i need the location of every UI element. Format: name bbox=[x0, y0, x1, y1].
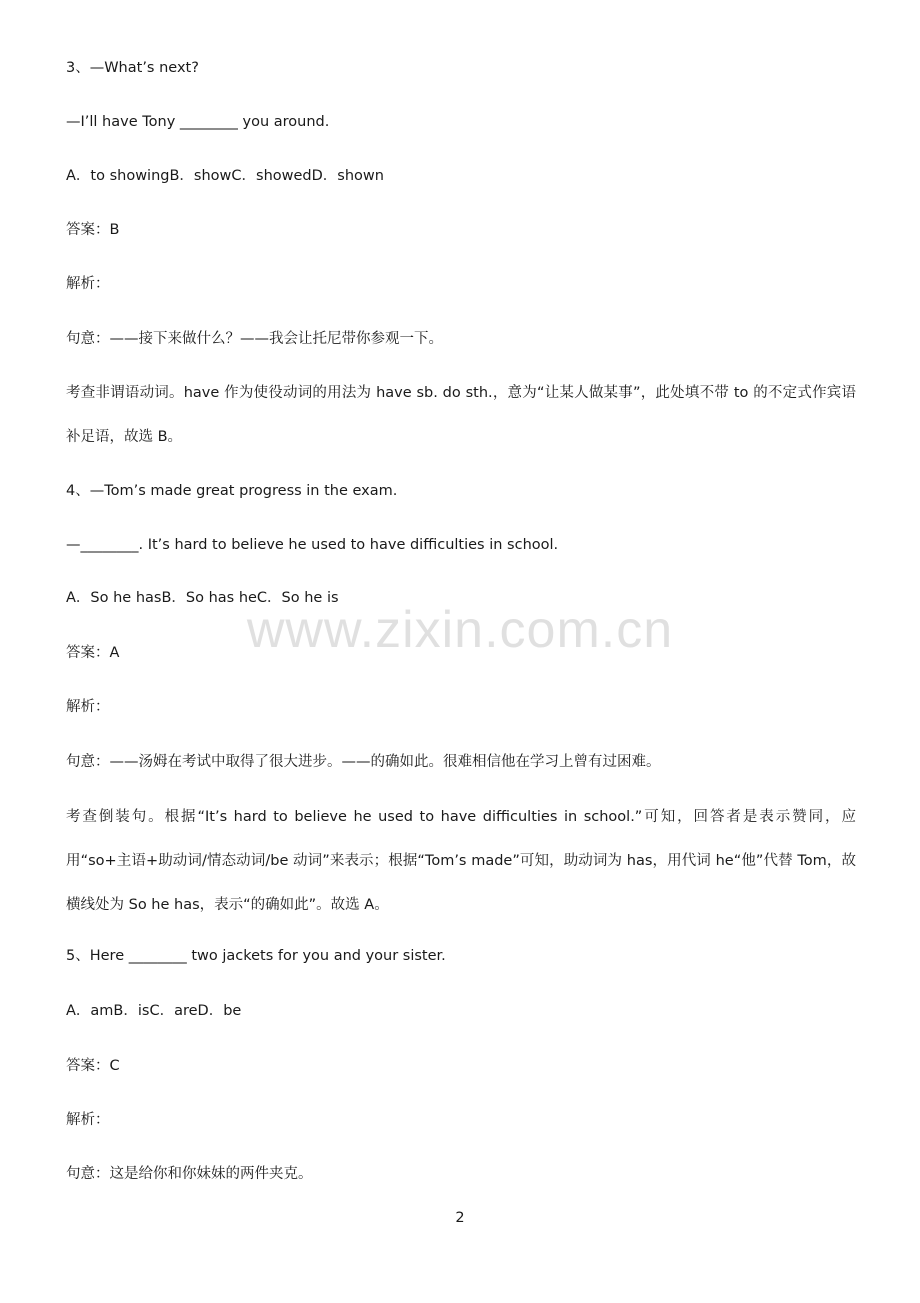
question-4-prompt: 4、—Tom’s made great progress in the exam. bbox=[66, 483, 398, 499]
question-3-options: A．to showingB．showC．showedD．shown bbox=[66, 168, 384, 184]
question-5-meaning: 句意：这是给你和你妹妹的两件夹克。 bbox=[66, 1166, 313, 1182]
question-3-prompt: 3、—What’s next? bbox=[66, 60, 199, 76]
question-4-answer: 答案：A bbox=[66, 645, 120, 661]
question-4-explanation: 考查倒装句。根据“It’s hard to believe he used to have difficulties in school.”可知，回答者是表示赞同，应用“so+主语+助动词/情态动词/be 动词”来表示；根据“Tom’s made”可知，助动词为 has，用代词 he“他”代替 Tom，故横线处为 So he has，表示“的确如此”。故选 A。 bbox=[66, 809, 856, 913]
question-5-analysis-label: 解析： bbox=[66, 1112, 110, 1128]
question-3-line2: —I’ll have Tony ________ you around. bbox=[66, 114, 330, 130]
question-3-answer: 答案：B bbox=[66, 222, 120, 238]
question-5-options: A．amB．isC．areD．be bbox=[66, 1003, 242, 1019]
question-3-meaning: 句意：——接下来做什么？——我会让托尼带你参观一下。 bbox=[66, 331, 443, 347]
question-4-line2: —________. It’s hard to believe he used to have difficulties in school. bbox=[66, 537, 559, 553]
question-4-meaning: 句意：——汤姆在考试中取得了很大进步。——的确如此。很难相信他在学习上曾有过困难。 bbox=[66, 754, 661, 770]
question-3-explanation: 考查非谓语动词。have 作为使役动词的用法为 have sb. do sth.，意为“让某人做某事”，此处填不带 to 的不定式作宾语补足语，故选 B。 bbox=[66, 385, 856, 445]
question-5-answer: 答案：C bbox=[66, 1058, 120, 1074]
watermark: www.zixin.com.cn bbox=[246, 601, 674, 659]
question-3-analysis-label: 解析： bbox=[66, 276, 110, 292]
page-number: 2 bbox=[455, 1210, 465, 1226]
question-4-options: A．So he hasB．So has heC．So he is bbox=[66, 590, 339, 606]
question-4-analysis-label: 解析： bbox=[66, 699, 110, 715]
question-5-prompt: 5、Here ________ two jackets for you and your sister. bbox=[66, 948, 446, 964]
